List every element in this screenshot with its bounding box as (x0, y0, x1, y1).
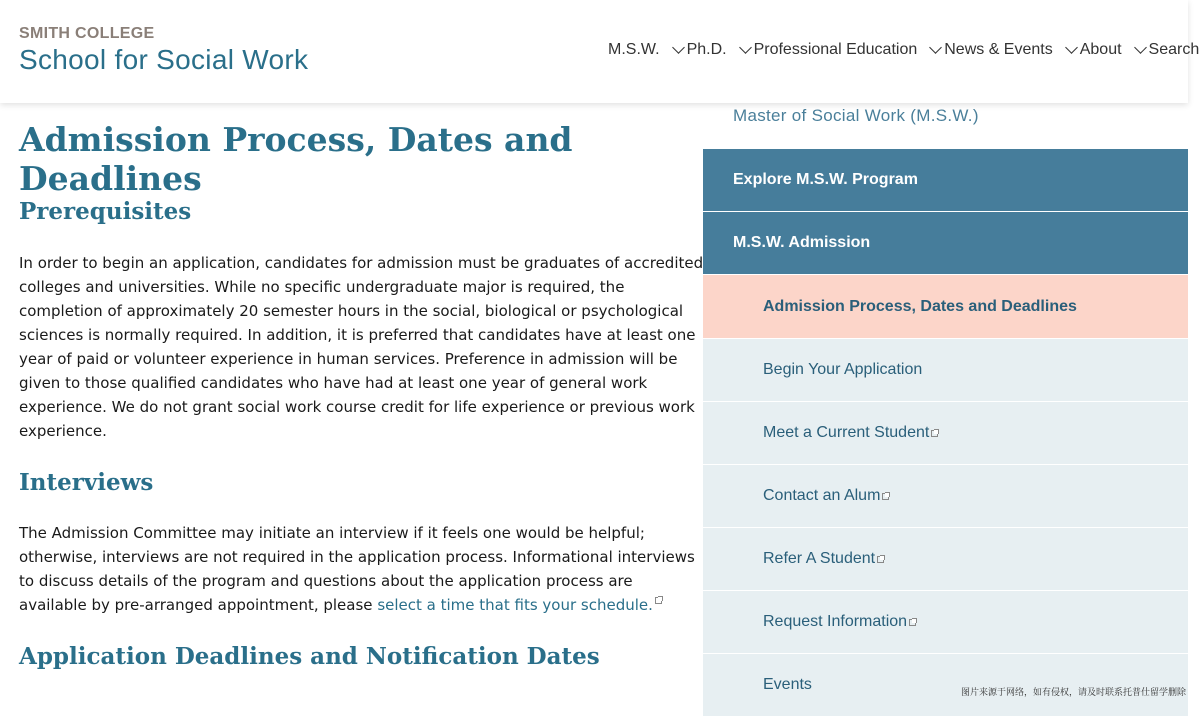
sidebar-item-msw-admission[interactable]: M.S.W. Admission (703, 212, 1188, 275)
schedule-link[interactable]: select a time that fits your schedule. (377, 596, 653, 614)
page-title: Admission Process, Dates and Deadlines (19, 120, 573, 198)
nav-search[interactable]: Search (1148, 41, 1199, 58)
main-content (19, 120, 704, 671)
main-nav (608, 38, 1199, 62)
sidebar-item-begin-application[interactable]: Begin Your Application (703, 339, 1188, 402)
chevron-down-icon[interactable] (672, 41, 685, 54)
sidebar-section-title[interactable]: Master of Social Work (M.S.W.) (703, 103, 1188, 149)
chevron-down-icon[interactable] (739, 41, 752, 54)
image-watermark: 图片来源于网络，如有侵权，请及时联系托普仕留学删除 (960, 688, 1186, 698)
prerequisites-heading: Prerequisites (19, 198, 192, 225)
sidebar-item-events[interactable]: Events (703, 654, 1188, 717)
sidebar-item-explore-msw[interactable]: Explore M.S.W. Program (703, 149, 1188, 212)
logo-school-name: School for Social Work (19, 44, 309, 75)
site-logo[interactable] (19, 25, 308, 75)
external-link-icon (655, 597, 662, 604)
section-sidebar (703, 103, 1188, 703)
sidebar-item-admission-process[interactable]: Admission Process, Dates and Deadlines (703, 275, 1188, 339)
logo-college-name: SMITH COLLEGE (19, 25, 155, 42)
interviews-text: The Admission Committee may initiate an interview if it feels one would be helpful; otherwise, interviews are not required in the application process. Informational interviews to discuss details of the program and questions about the application process are available by pre-arranged appointment, please select a time that fits your schedule. (19, 524, 695, 614)
site-header (0, 0, 1199, 103)
chevron-down-icon[interactable] (929, 41, 942, 54)
deadlines-heading: Application Deadlines and Notification Dates (19, 643, 600, 670)
external-link-icon (882, 493, 889, 500)
prerequisites-text: In order to begin an application, candidates for admission must be graduates of accredited colleges and universities. While no specific undergraduate major is required, the completion of approximately 20 semester hours in the social, biological or psychological sciences is normally required. In addition, it is preferred that candidates have at least one year of paid or volunteer experience in human services. Preference in admission will be given to those qualified candidates who have had at least one year of general work experience. We do not grant social work course credit for life experience or previous work experience. (19, 254, 704, 440)
external-link-icon (877, 556, 884, 563)
sidebar-item-request-info[interactable]: Request Information (703, 591, 1188, 654)
external-link-icon (909, 619, 916, 626)
external-link-icon (931, 430, 938, 437)
nav-about[interactable]: About (1080, 41, 1149, 59)
nav-news-events[interactable]: News & Events (944, 41, 1079, 59)
nav-msw[interactable]: M.S.W. (608, 41, 687, 59)
interviews-heading: Interviews (19, 469, 154, 496)
chevron-down-icon[interactable] (1134, 41, 1147, 54)
chevron-down-icon[interactable] (1065, 41, 1078, 54)
sidebar-item-meet-student[interactable]: Meet a Current Student (703, 402, 1188, 465)
sidebar-item-contact-alum[interactable]: Contact an Alum (703, 465, 1188, 528)
nav-phd[interactable]: Ph.D. (687, 41, 754, 59)
nav-professional-education[interactable]: Professional Education (754, 41, 945, 59)
sidebar-item-refer-student[interactable]: Refer A Student (703, 528, 1188, 591)
